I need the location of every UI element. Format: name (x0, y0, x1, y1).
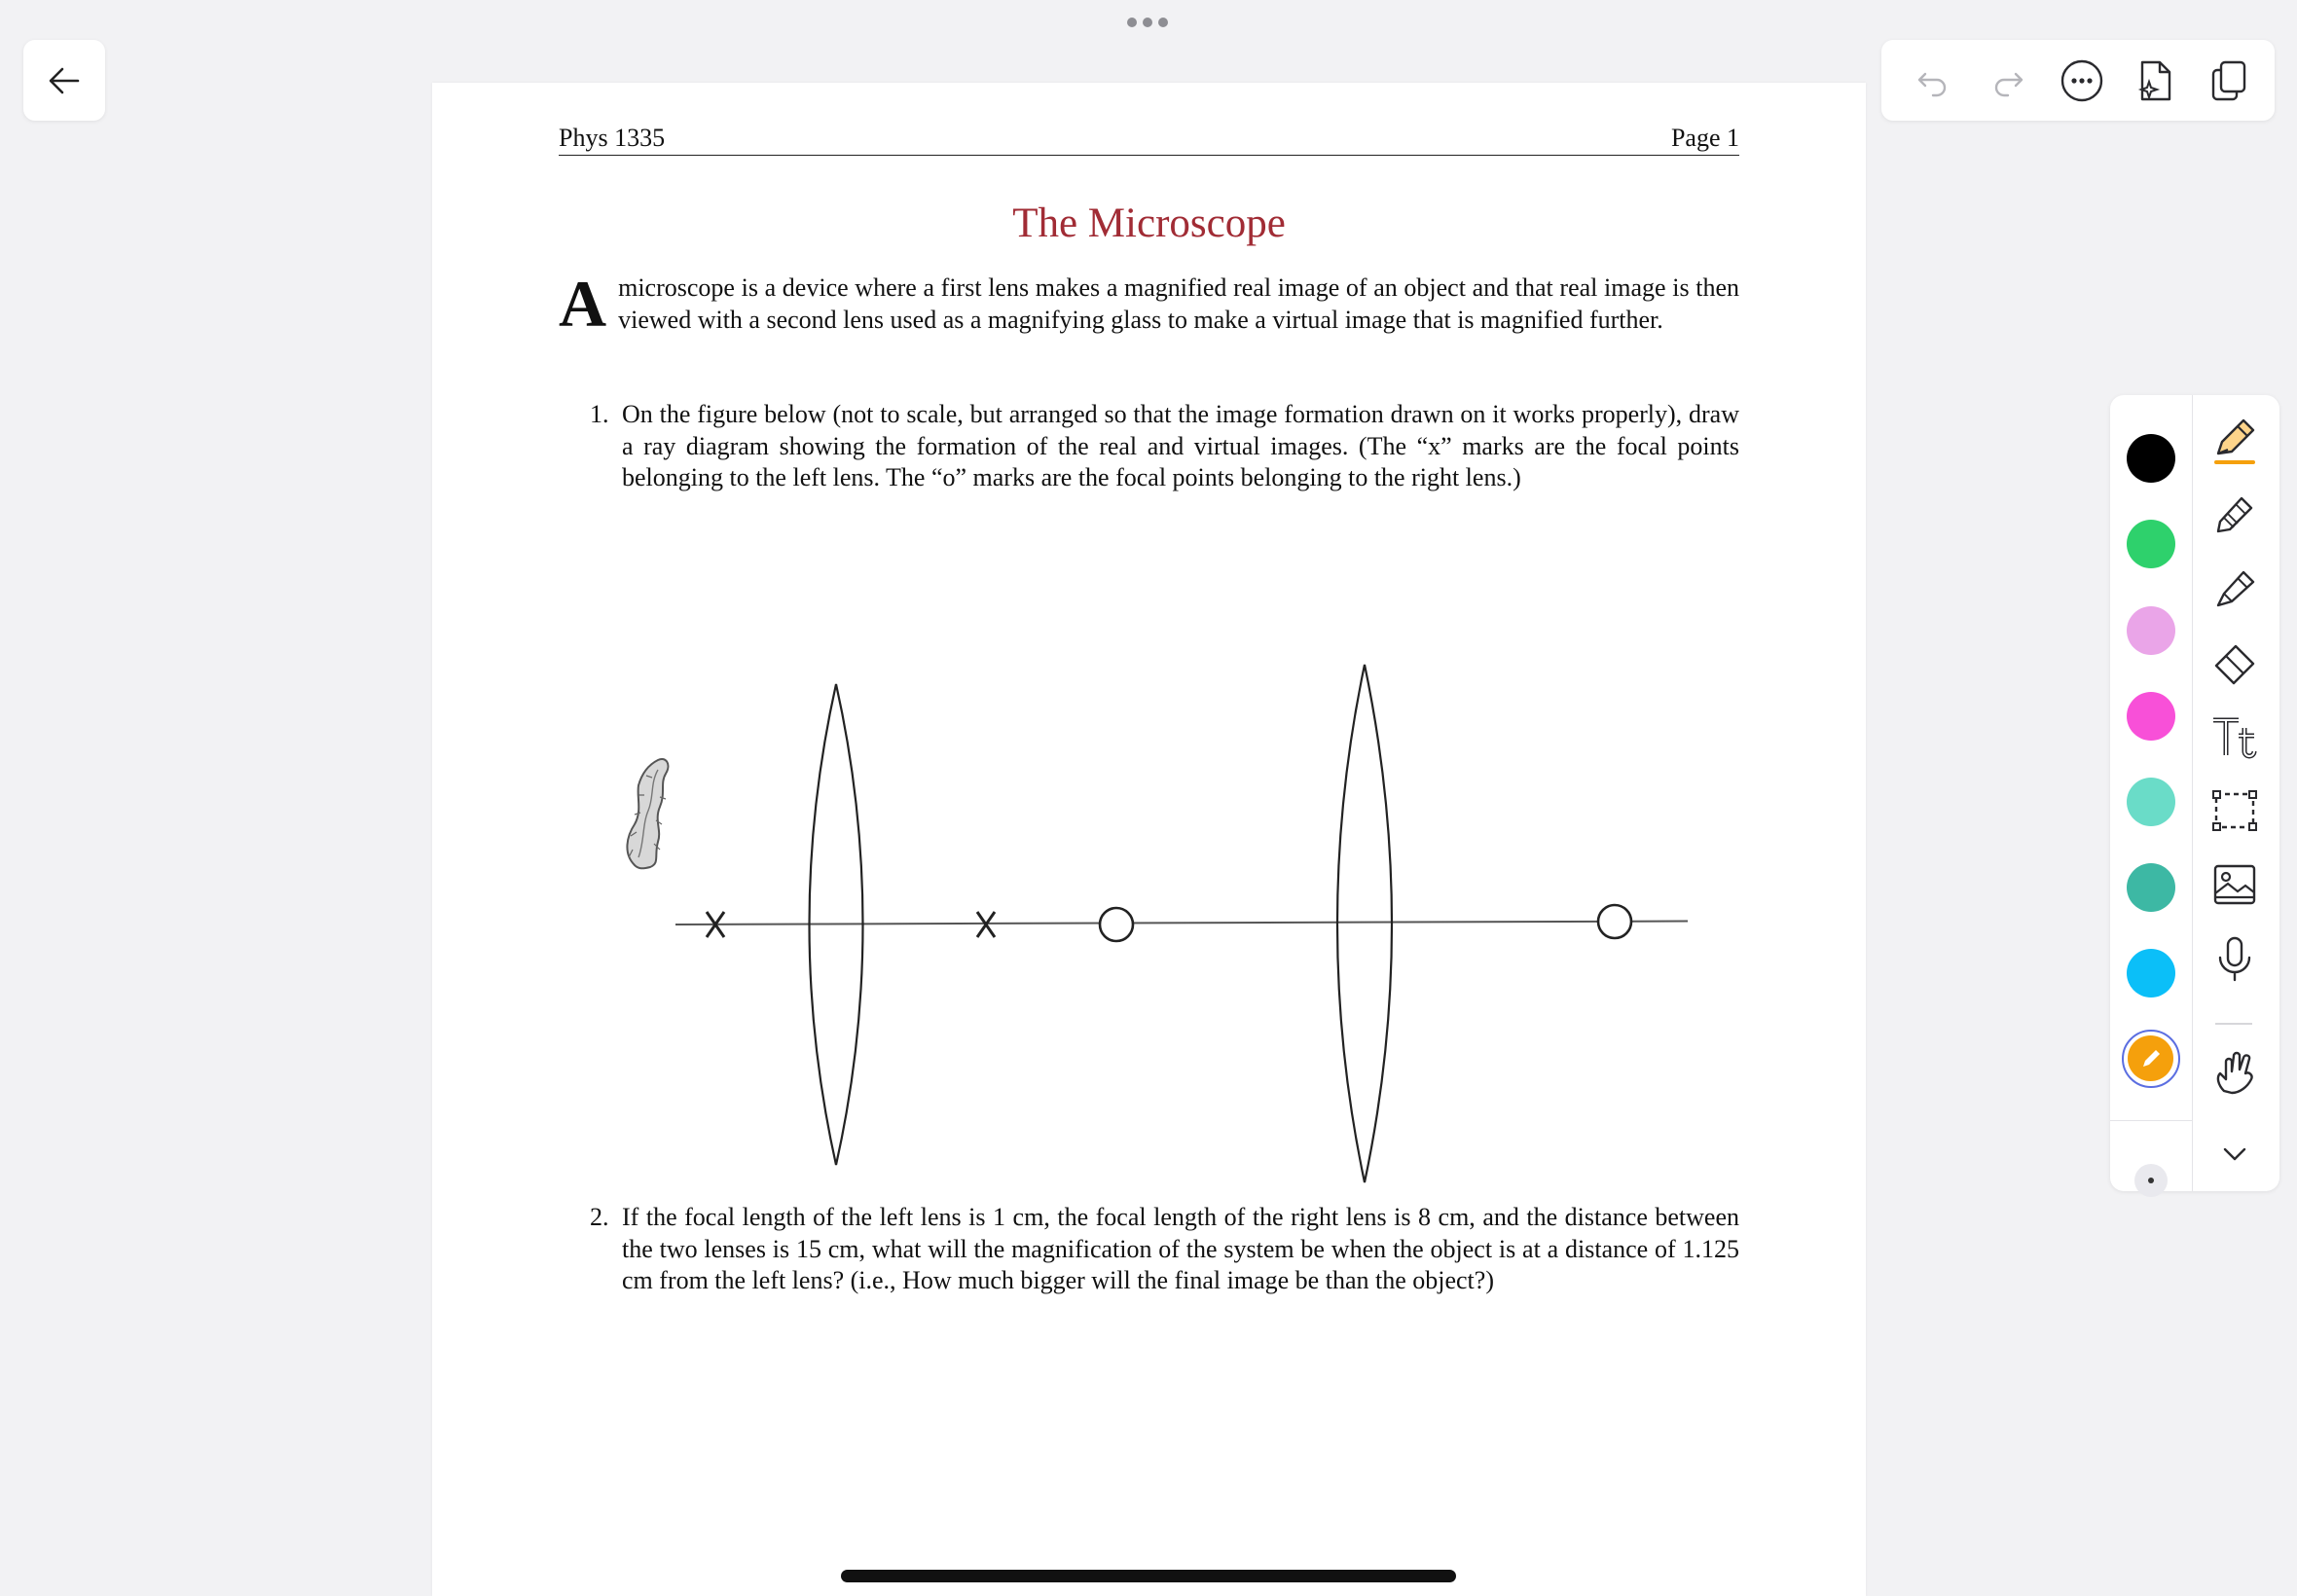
more-button[interactable] (2059, 57, 2105, 104)
ai-page-button[interactable] (2132, 57, 2178, 104)
home-indicator[interactable] (841, 1570, 1456, 1582)
focal-point-o-left (1100, 908, 1133, 941)
hand-tool[interactable] (2207, 1045, 2262, 1100)
intro-text: microscope is a device where a first lens makes a magnified real image of an object and that real image is then viewed with a second lens used as a magnifying glass to make a virtual image that is magnified further. (618, 273, 1739, 334)
more-colors-button[interactable] (2134, 1164, 2168, 1197)
tool-separator (2215, 1023, 2252, 1025)
focal-point-o-right (1598, 905, 1631, 938)
hand-icon (2210, 1048, 2259, 1097)
question-text: On the figure below (not to scale, but arranged so that the image formation drawn on it works properly), draw a ray diagram showing the formation of the real and virtual images. (The “x” marks are the focal points belonging to the left lens. The “o” marks are the focal points belonging to the right lens.) (622, 400, 1739, 491)
page-header (559, 124, 1739, 152)
drop-cap: A (559, 267, 607, 341)
color-swatch-green[interactable] (2127, 520, 2175, 568)
document-page[interactable] (432, 83, 1866, 1596)
eraser-icon (2210, 638, 2259, 687)
more-icon (2060, 58, 2104, 103)
multitasking-handle[interactable] (1127, 18, 1168, 27)
top-toolbar (1881, 40, 2275, 121)
microphone-icon (2210, 934, 2259, 983)
course-label: Phys 1335 (559, 124, 666, 152)
dot (1143, 18, 1152, 27)
palette-divider (2192, 395, 2193, 1191)
color-swatch-magenta[interactable] (2127, 692, 2175, 741)
color-swatch-light-pink[interactable] (2127, 606, 2175, 655)
header-rule (559, 155, 1739, 156)
color-swatch-orange-selected[interactable] (2122, 1030, 2180, 1088)
back-arrow-icon (45, 61, 84, 100)
color-swatch-sky-blue[interactable] (2127, 949, 2175, 998)
optical-axis (675, 921, 1688, 925)
ai-page-icon (2133, 58, 2177, 103)
color-swatch-black[interactable] (2127, 434, 2175, 483)
question-number: 2. (590, 1203, 609, 1231)
palette-divider (2110, 1120, 2192, 1121)
pencil-tool[interactable] (2207, 488, 2262, 542)
pen-icon (2210, 415, 2259, 469)
pages-button[interactable] (2206, 57, 2252, 104)
question-text: If the focal length of the left lens is 1 cm, the focal length of the right lens is 8 cm, and the distance between the two lenses is 15 cm, what will the magnification of the system be when the object is at a distance of 1.125 cm from the left lens? (i.e., How much bigger will the final image be than the object?) (622, 1203, 1739, 1294)
microphone-tool[interactable] (2207, 931, 2262, 986)
pen-tool[interactable] (2207, 415, 2262, 469)
dot (1127, 18, 1137, 27)
lasso-select-tool[interactable] (2207, 783, 2262, 838)
collapse-palette-button[interactable] (2207, 1127, 2262, 1181)
text-tool[interactable] (2207, 709, 2262, 764)
tool-palette (2110, 395, 2279, 1191)
undo-icon (1914, 61, 1952, 100)
image-icon (2210, 860, 2259, 909)
pencil-icon (2210, 490, 2259, 539)
intro-paragraph (559, 267, 1739, 341)
text-icon (2209, 712, 2260, 761)
redo-button[interactable] (1985, 57, 2031, 104)
document-title: The Microscope (1012, 200, 1286, 246)
color-swatch-turquoise[interactable] (2127, 778, 2175, 826)
image-tool[interactable] (2207, 857, 2262, 912)
question-1 (590, 399, 1739, 494)
page-number: Page 1 (1670, 124, 1739, 152)
chevron-down-icon (2219, 1139, 2250, 1170)
lens-diagram (578, 569, 1688, 1212)
undo-button[interactable] (1910, 57, 1956, 104)
lasso-select-icon (2210, 786, 2259, 835)
pages-icon (2206, 58, 2251, 103)
object-specimen (627, 759, 668, 868)
redo-icon (1988, 61, 2027, 100)
color-swatch-teal[interactable] (2127, 863, 2175, 912)
dot (1158, 18, 1168, 27)
eraser-tool[interactable] (2207, 635, 2262, 690)
question-2 (590, 1202, 1739, 1297)
right-focal-point-x (977, 912, 995, 937)
highlighter-icon (2210, 564, 2259, 613)
highlighter-tool[interactable] (2207, 562, 2262, 616)
question-number: 1. (590, 400, 609, 428)
dot (2148, 1178, 2154, 1183)
edit-color-icon (2137, 1045, 2165, 1072)
back-button[interactable] (23, 40, 105, 121)
right-lens (1337, 665, 1392, 1182)
